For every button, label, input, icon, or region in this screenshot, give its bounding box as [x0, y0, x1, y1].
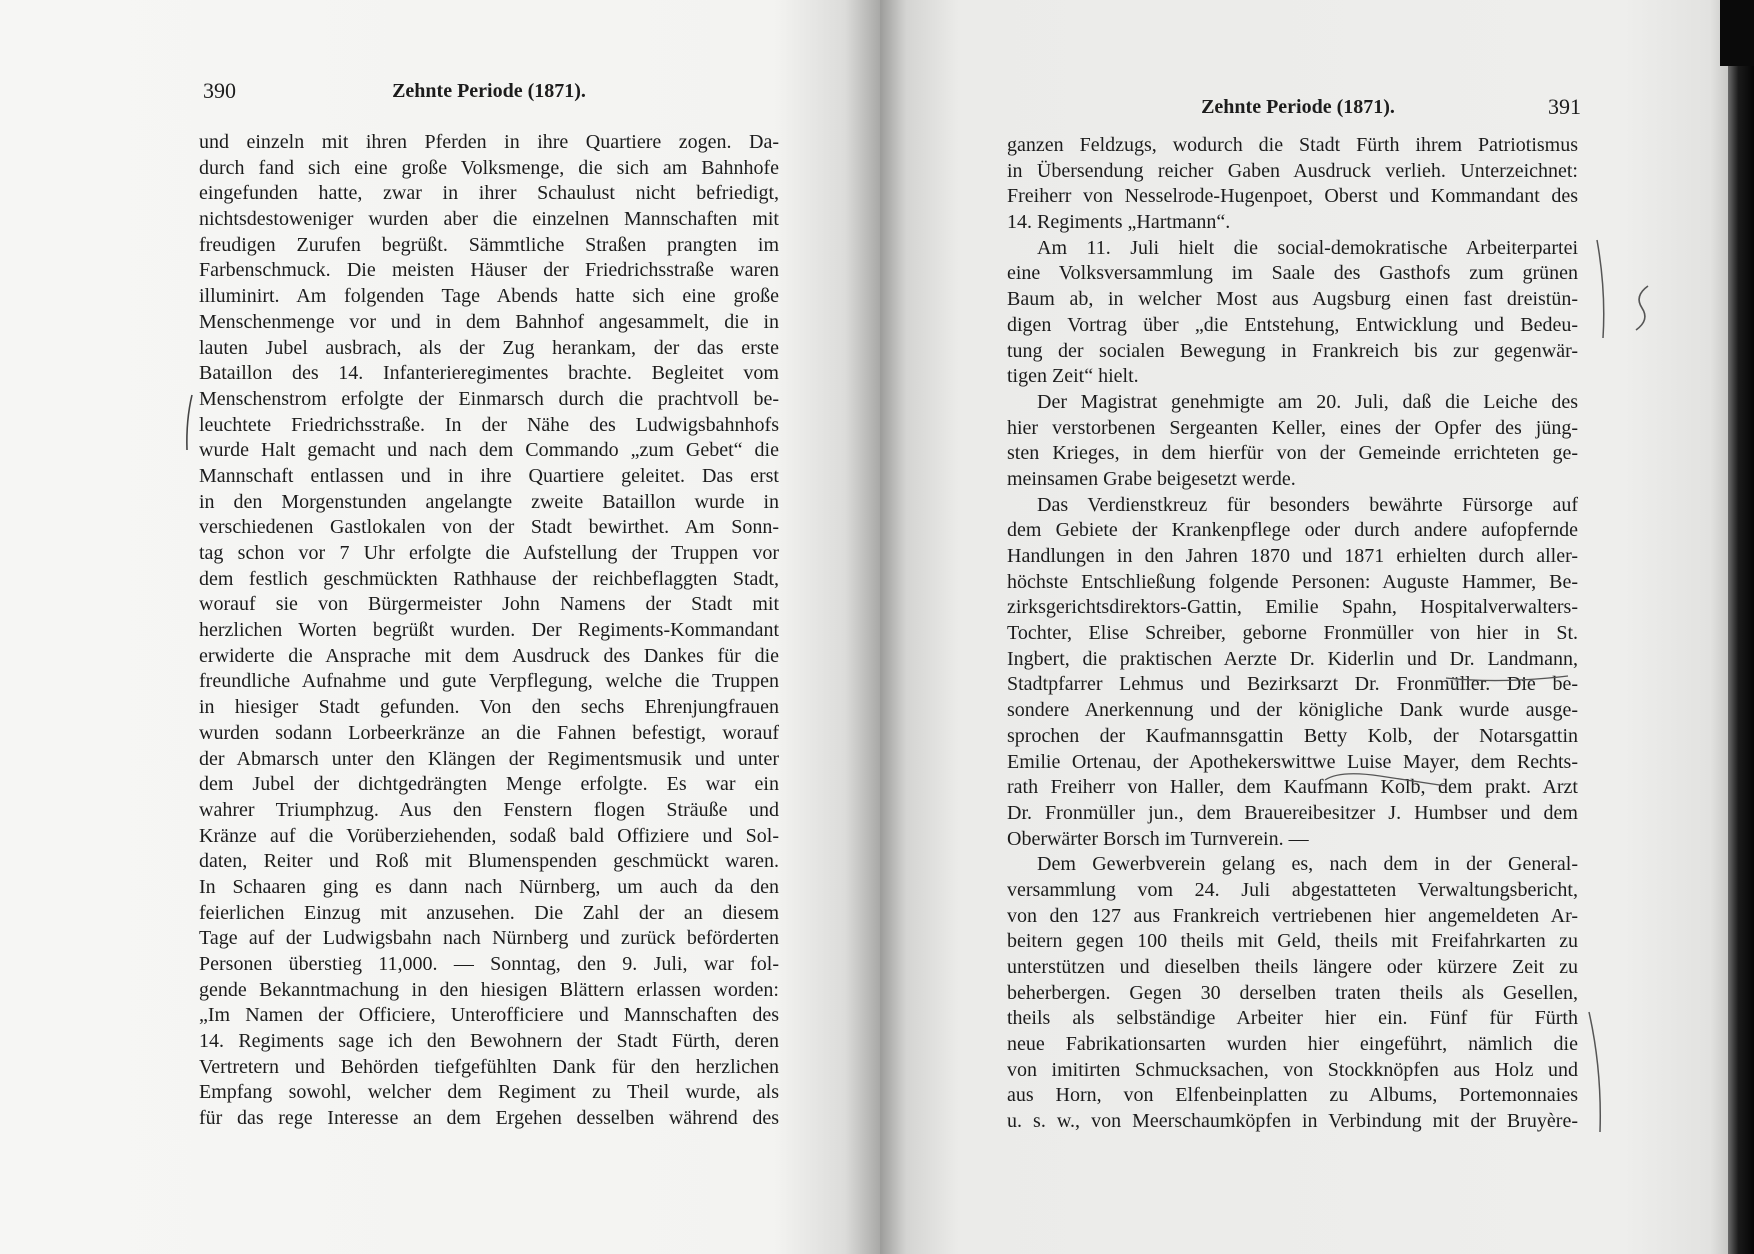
text-line: verschiedenen Gastlokalen von der Stadt bewirthet. Am Sonn- — [199, 516, 779, 539]
text-line: tigen Zeit“ hielt. — [1007, 365, 1139, 388]
text-line: Oberwärter Borsch im Turnverein. — — [1007, 827, 1309, 850]
text-line: beitern gegen 100 theils mit Geld, theils mit Freifahrkarten zu — [1007, 930, 1578, 953]
text-line: Menschenmenge vor und in dem Bahnhof angesammelt, die in — [199, 310, 779, 333]
text-line: lauten Jubel ausbrach, als der Zug herankam, der das erste — [199, 336, 779, 359]
text-line: Freiherr von Nesselrode-Hugenpoet, Oberst und Kommandant des — [1007, 185, 1578, 208]
text-line: sten Krieges, in dem hierfür von der Gemeinde errichteten ge- — [1007, 442, 1578, 465]
text-line: dem festlich geschmückten Rathhause der reichbeflaggten Stadt, — [199, 567, 779, 590]
text-line: versammlung vom 24. Juli abgestatteten Verwaltungsbericht, — [1007, 878, 1578, 901]
text-line: ganzen Feldzugs, wodurch die Stadt Fürth ihrem Patriotismus — [1007, 134, 1578, 156]
right-page-body — [1007, 133, 1578, 1135]
text-line: Tage auf der Ludwigsbahn nach Nürnberg und zurück beförderten — [199, 927, 779, 950]
text-line: Empfang sowohl, welcher dem Regiment zu Theil wurde, als — [199, 1081, 779, 1104]
text-line: herzlichen Worten begrüßt wurden. Der Regiments-Kommandant — [199, 619, 779, 642]
text-line: von den 127 aus Frankreich vertriebenen hier angemeldeten Ar- — [1007, 904, 1578, 927]
text-line: der Abmarsch unter den Klängen der Regimentsmusik und unter — [199, 747, 779, 770]
text-line: wurde Halt gemacht und nach dem Commando „zum Gebet“ die — [199, 439, 779, 462]
text-line: dem Jubel der dichtgedrängten Menge erfolgte. Es war ein — [199, 773, 779, 796]
running-head: Zehnte Periode (1871). — [392, 80, 586, 102]
text-line: tag schon vor 7 Uhr erfolgte die Aufstellung der Truppen vor — [199, 542, 779, 564]
text-line: rath Freiherr von Haller, dem Kaufmann Kolb, dem prakt. Arzt — [1007, 776, 1578, 799]
scan-corner — [1720, 0, 1754, 66]
text-line: digen Vortrag über „die Entstehung, Entwicklung und Bedeu- — [1007, 313, 1578, 336]
text-line: dem Gebiete der Krankenpflege oder durch andere aufopfernde — [1007, 519, 1578, 542]
text-line: Tochter, Elise Schreiber, geborne Fronmüller von hier in St. — [1007, 622, 1578, 645]
text-line: beherbergen. Gegen 30 derselben traten theils als Gesellen, — [1007, 981, 1578, 1004]
text-line: feierlichen Einzug mit anzusehen. Die Zahl der an diesem — [199, 901, 779, 924]
text-line: Dr. Fronmüller jun., dem Brauereibesitzer J. Humbser und dem — [1007, 801, 1578, 824]
text-line: „Im Namen der Officiere, Unterofficiere und Mannschaften des — [199, 1004, 779, 1027]
text-line: Das Verdienstkreuz für besonders bewährte Fürsorge auf — [1037, 493, 1578, 516]
text-line: freudigen Zurufen begrüßt. Sämmtliche Straßen prangten im — [199, 233, 779, 256]
page-number: 391 — [1548, 94, 1581, 119]
text-line: gende Bekanntmachung in den hiesigen Blättern erlassen worden: — [199, 978, 779, 1001]
text-line: unterstützen und dieselben theils längere oder kürzere Zeit zu — [1007, 956, 1578, 978]
text-line: in hiesiger Stadt gefunden. Von den sechs Ehrenjungfrauen — [199, 696, 779, 719]
running-head: Zehnte Periode (1871). — [1201, 96, 1395, 118]
text-line: Emilie Ortenau, der Apothekerswittwe Luise Mayer, dem Rechts- — [1007, 750, 1578, 773]
text-line: in den Morgenstunden angelangte zweite Bataillon wurde in — [199, 490, 779, 513]
page-number: 390 — [203, 78, 236, 103]
text-line: Personen überstieg 11,000. — Sonntag, den 9. Juli, war fol- — [199, 953, 779, 975]
text-line: zirksgerichtsdirektors-Gattin, Emilie Spahn, Hospitalverwalters- — [1007, 596, 1578, 619]
text-line: und einzeln mit ihren Pferden in ihre Quartiere zogen. Da- — [199, 131, 779, 153]
text-line: Stadtpfarrer Lehmus und Bezirksarzt Dr. Fronmüller. Die be- — [1007, 673, 1578, 696]
text-line: theils als selbständige Arbeiter hier ein. Fünf für Fürth — [1007, 1007, 1578, 1030]
text-line: freundliche Aufnahme und gute Verpflegung, welche die Truppen — [199, 670, 779, 693]
text-line: Handlungen in den Jahren 1870 und 1871 erhielten durch aller- — [1007, 545, 1578, 567]
text-line: worauf sie von Bürgermeister John Namens der Stadt mit — [199, 593, 779, 616]
text-line: aus Horn, von Elfenbeinplatten zu Albums, Portemonnaies — [1007, 1084, 1578, 1107]
text-line: u. s. w., von Meerschaumköpfen in Verbindung mit der Bruyère- — [1007, 1110, 1578, 1133]
text-line: durch fand sich eine große Volksmenge, die sich am Bahnhofe — [199, 156, 779, 179]
right-page — [880, 0, 1754, 1254]
text-line: hier verstorbenen Sergeanten Keller, eines der Opfer des jüng- — [1007, 416, 1578, 439]
text-line: wurden sodann Lorbeerkränze an die Fahnen befestigt, worauf — [199, 721, 779, 744]
left-page-body — [199, 130, 779, 1132]
text-line: daten, Reiter und Roß mit Blumenspenden geschmückt waren. — [199, 850, 779, 873]
text-line: Ingbert, die praktischen Aerzte Dr. Kiderlin und Dr. Landmann, — [1007, 647, 1578, 670]
text-line: Farbenschmuck. Die meisten Häuser der Friedrichsstraße waren — [199, 259, 779, 282]
text-line: höchste Entschließung folgende Personen: Auguste Hammer, Be- — [1007, 570, 1578, 593]
text-line: sondere Anerkennung und der königliche Dank wurde ausge- — [1007, 699, 1578, 722]
text-line: nichtsdestoweniger wurden aber die einzelnen Mannschaften mit — [199, 208, 779, 231]
text-line: Bataillon des 14. Infanterieregimentes brachte. Begleitet vom — [199, 362, 779, 385]
text-line: neue Fabrikationsarten wurden hier eingeführt, nämlich die — [1007, 1033, 1578, 1056]
text-line: eine Volksversammlung im Saale des Gasthofs zum grünen — [1007, 262, 1578, 285]
text-line: Kränze auf die Vorüberziehenden, sodaß bald Offiziere und Sol- — [199, 824, 779, 847]
text-line: meinsamen Grabe beigesetzt werde. — [1007, 467, 1296, 490]
text-line: Baum ab, in welcher Most aus Augsburg einen fast dreistün- — [1007, 288, 1578, 311]
text-line: Menschenstrom erfolgte der Einmarsch durch die prachtvoll be- — [199, 387, 779, 410]
text-line: Am 11. Juli hielt die social-demokratische Arbeiterpartei — [1037, 236, 1578, 259]
text-line: eingefunden hatte, zwar in ihrer Schaulust nicht befriedigt, — [199, 182, 779, 205]
text-line: Mannschaft entlassen und in ihre Quartiere geleitet. Das erst — [199, 464, 779, 487]
text-line: in Übersendung reicher Gaben Ausdruck verlieh. Unterzeichnet: — [1007, 159, 1578, 182]
text-line: leuchtete Friedrichsstraße. In der Nähe des Ludwigsbahnhofs — [199, 413, 779, 436]
text-line: In Schaaren ging es dann nach Nürnberg, um auch da den — [199, 875, 779, 898]
text-line: sprochen der Kaufmannsgattin Betty Kolb, der Notarsgattin — [1007, 724, 1578, 747]
text-line: Vertretern und Behörden tiefgefühlten Dank für den herzlichen — [199, 1055, 779, 1078]
text-line: wahrer Triumphzug. Aus den Fenstern flogen Sträuße und — [199, 798, 779, 821]
book-edge — [1728, 0, 1754, 1254]
text-line: für das rege Interesse an dem Ergehen desselben während des — [199, 1107, 779, 1130]
text-line: 14. Regiments „Hartmann“. — [1007, 211, 1231, 234]
text-line: von imitirten Schmucksachen, von Stockknöpfen aus Holz und — [1007, 1058, 1578, 1081]
text-line: tung der socialen Bewegung in Frankreich bis zur gegenwär- — [1007, 339, 1578, 362]
text-line: illuminirt. Am folgenden Tage Abends hatte sich eine große — [199, 285, 779, 308]
text-line: erwiderte die Ansprache mit dem Ausdruck des Dankes für die — [199, 644, 779, 667]
text-line: Der Magistrat genehmigte am 20. Juli, daß die Leiche des — [1037, 390, 1578, 413]
text-line: 14. Regiments sage ich den Bewohnern der Stadt Fürth, deren — [199, 1030, 779, 1053]
text-line: Dem Gewerbverein gelang es, nach dem in der General- — [1037, 853, 1578, 876]
